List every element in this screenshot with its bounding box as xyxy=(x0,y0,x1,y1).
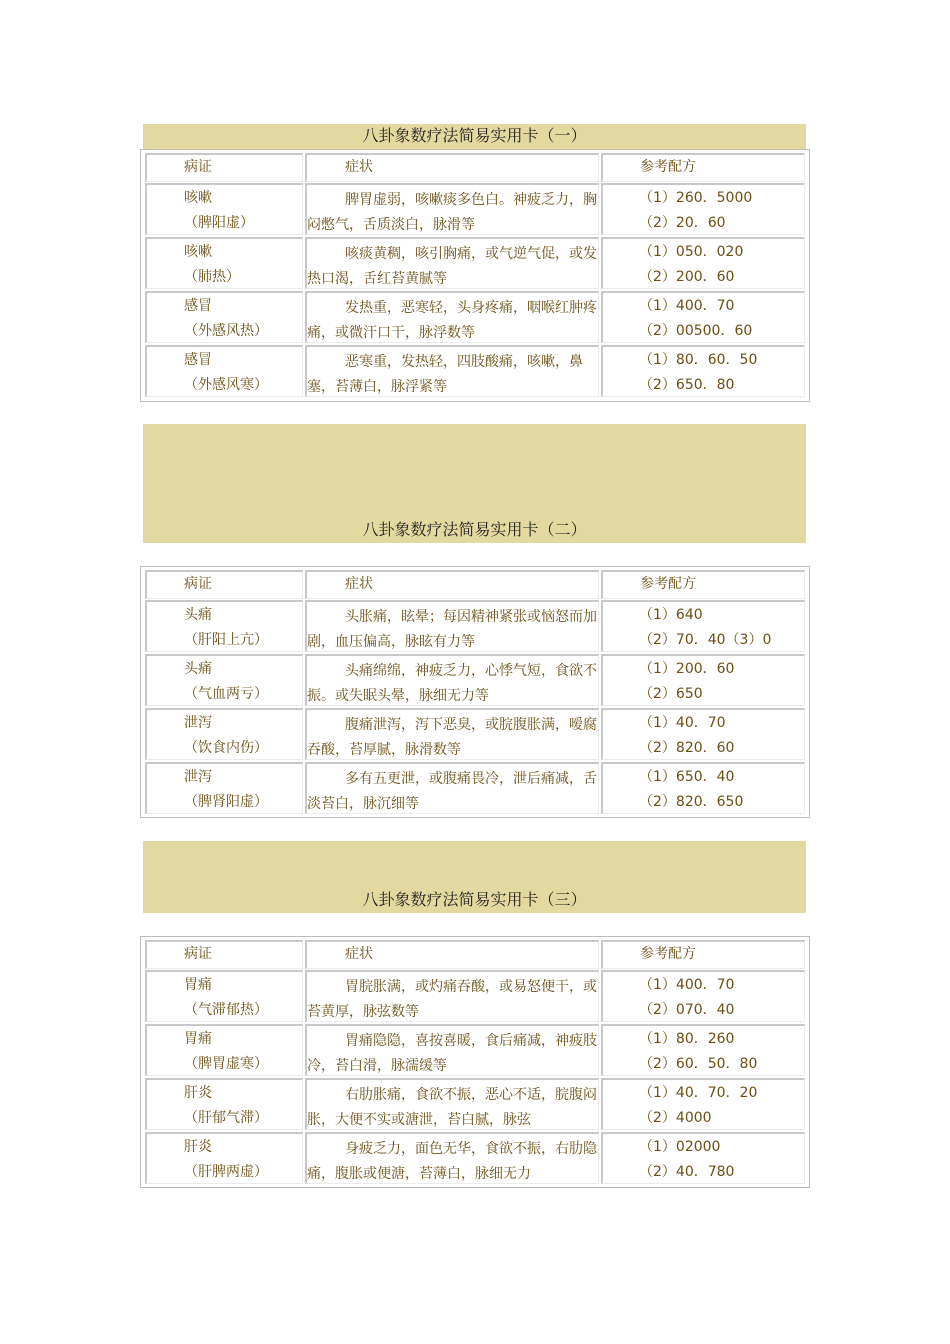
header-symptom: 症状 xyxy=(345,159,373,175)
disease-name: 泄泻 xyxy=(184,769,212,785)
remedy-table-3 xyxy=(140,936,810,1188)
symptom-text: 头胀痛，眩晕；每因精神紧张或恼怒而加剧，血压偏高，脉眩有力等 xyxy=(307,609,597,650)
table-row xyxy=(145,1078,805,1130)
header-formula: 参考配方 xyxy=(640,946,696,962)
disease-type: （肝阳上亢） xyxy=(184,632,268,648)
formula-2: （2）820．650 xyxy=(639,794,744,810)
disease-type: （肺热） xyxy=(184,269,240,285)
formula-2: （2）40．780 xyxy=(639,1164,735,1180)
header-disease: 病证 xyxy=(184,576,212,592)
symptom-text: 多有五更泄，或腹痛畏冷，泄后痛减，舌淡苔白，脉沉细等 xyxy=(307,771,597,812)
formula-2: （2）60．50．80 xyxy=(639,1056,758,1072)
table-row xyxy=(145,1024,805,1076)
symptom-text: 头痛绵绵，神疲乏力，心悸气短，食欲不振。或失眠头晕，脉细无力等 xyxy=(307,663,597,704)
header-symptom: 症状 xyxy=(345,946,373,962)
symptom-text: 咳痰黄稠，咳引胸痛，或气逆气促，或发热口渴，舌红苔黄腻等 xyxy=(307,246,597,287)
table-row xyxy=(145,600,805,652)
formula-2: （2）200．60 xyxy=(639,269,735,285)
disease-type: （肝脾两虚） xyxy=(184,1164,268,1180)
formula-1: （1）200．60 xyxy=(639,661,735,677)
remedy-table-2 xyxy=(140,566,810,818)
disease-type: （气血两亏） xyxy=(184,686,268,702)
card-title-1 xyxy=(143,124,806,149)
header-disease: 病证 xyxy=(184,946,212,962)
header-symptom: 症状 xyxy=(345,576,373,592)
formula-1: （1）400．70 xyxy=(639,977,735,993)
formula-1: （1）640 xyxy=(639,607,703,623)
disease-type: （气滞郁热） xyxy=(184,1002,268,1018)
card-title-text: 八卦象数疗法简易实用卡（二） xyxy=(362,520,587,539)
table-row xyxy=(145,654,805,706)
disease-name: 肝炎 xyxy=(184,1085,212,1101)
disease-name: 感冒 xyxy=(184,352,212,368)
disease-name: 咳嗽 xyxy=(184,244,212,260)
disease-name: 头痛 xyxy=(184,661,212,677)
formula-2: （2）650．80 xyxy=(639,377,735,393)
table-row xyxy=(145,708,805,760)
formula-1: （1）650．40 xyxy=(639,769,735,785)
formula-1: （1）40．70 xyxy=(639,715,726,731)
formula-1: （1）050．020 xyxy=(639,244,744,260)
table-row xyxy=(145,970,805,1022)
card-title-2 xyxy=(143,424,806,543)
disease-name: 咳嗽 xyxy=(184,190,212,206)
symptom-text: 胃痛隐隐，喜按喜暖，食后痛减，神疲肢冷，苔白滑，脉濡缓等 xyxy=(307,1033,597,1074)
disease-type: （脾肾阳虚） xyxy=(184,794,268,810)
disease-name: 胃痛 xyxy=(184,977,212,993)
disease-name: 头痛 xyxy=(184,607,212,623)
table-row xyxy=(145,762,805,814)
symptom-text: 恶寒重，发热轻，四肢酸痛，咳嗽，鼻塞，苔薄白，脉浮紧等 xyxy=(307,354,583,395)
header-disease: 病证 xyxy=(184,159,212,175)
table-header xyxy=(145,940,805,969)
table-row xyxy=(145,1132,805,1184)
formula-2: （2）20．60 xyxy=(639,215,726,231)
table-row xyxy=(145,291,805,343)
formula-2: （2）820．60 xyxy=(639,740,735,756)
symptom-text: 腹痛泄泻，泻下恶臭，或脘腹胀满，嗳腐吞酸，苔厚腻，脉滑数等 xyxy=(307,717,597,758)
symptom-text: 身疲乏力，面色无华，食欲不振，右肋隐痛，腹胀或便溏，苔薄白，脉细无力 xyxy=(307,1141,597,1182)
symptom-text: 发热重，恶寒轻，头身疼痛，咽喉红肿疼痛，或微汗口干，脉浮数等 xyxy=(307,300,597,341)
disease-type: （脾胃虚寒） xyxy=(184,1056,268,1072)
disease-name: 肝炎 xyxy=(184,1139,212,1155)
card-title-text: 八卦象数疗法简易实用卡（三） xyxy=(362,890,587,909)
disease-name: 感冒 xyxy=(184,298,212,314)
table-header xyxy=(145,570,805,599)
table-row xyxy=(145,345,805,397)
symptom-text: 脾胃虚弱，咳嗽痰多色白。神疲乏力，胸闷憋气，舌质淡白，脉滑等 xyxy=(307,192,597,233)
formula-1: （1）260．5000 xyxy=(639,190,753,206)
formula-1: （1）40．70．20 xyxy=(639,1085,758,1101)
disease-type: （饮食内伤） xyxy=(184,740,268,756)
header-formula: 参考配方 xyxy=(640,576,696,592)
table-row xyxy=(145,183,805,235)
symptom-text: 胃脘胀满，或灼痛吞酸，或易怒便干，或苔黄厚，脉弦数等 xyxy=(307,979,597,1020)
header-formula: 参考配方 xyxy=(640,159,696,175)
card-title-3 xyxy=(143,841,806,913)
disease-name: 泄泻 xyxy=(184,715,212,731)
remedy-table-1 xyxy=(140,149,810,402)
formula-2: （2）650 xyxy=(639,686,703,702)
formula-1: （1）400．70 xyxy=(639,298,735,314)
disease-type: （外感风热） xyxy=(184,323,268,339)
formula-2: （2）00500．60 xyxy=(639,323,753,339)
card-title-text: 八卦象数疗法简易实用卡（一） xyxy=(362,126,587,145)
disease-type: （肝郁气滞） xyxy=(184,1110,268,1126)
disease-name: 胃痛 xyxy=(184,1031,212,1047)
symptom-text: 右肋胀痛，食欲不振，恶心不适，脘腹闷胀，大便不实或溏泄，苔白腻，脉弦 xyxy=(307,1087,597,1128)
formula-1: （1）80．60．50 xyxy=(639,352,758,368)
table-row xyxy=(145,237,805,289)
disease-type: （脾阳虚） xyxy=(184,215,254,231)
table-header xyxy=(145,153,805,182)
formula-2: （2）070．40 xyxy=(639,1002,735,1018)
formula-2: （2）4000 xyxy=(639,1110,712,1126)
disease-type: （外感风寒） xyxy=(184,377,268,393)
formula-1: （1）02000 xyxy=(639,1139,721,1155)
formula-1: （1）80．260 xyxy=(639,1031,735,1047)
formula-2: （2）70．40（3）0 xyxy=(639,632,772,648)
